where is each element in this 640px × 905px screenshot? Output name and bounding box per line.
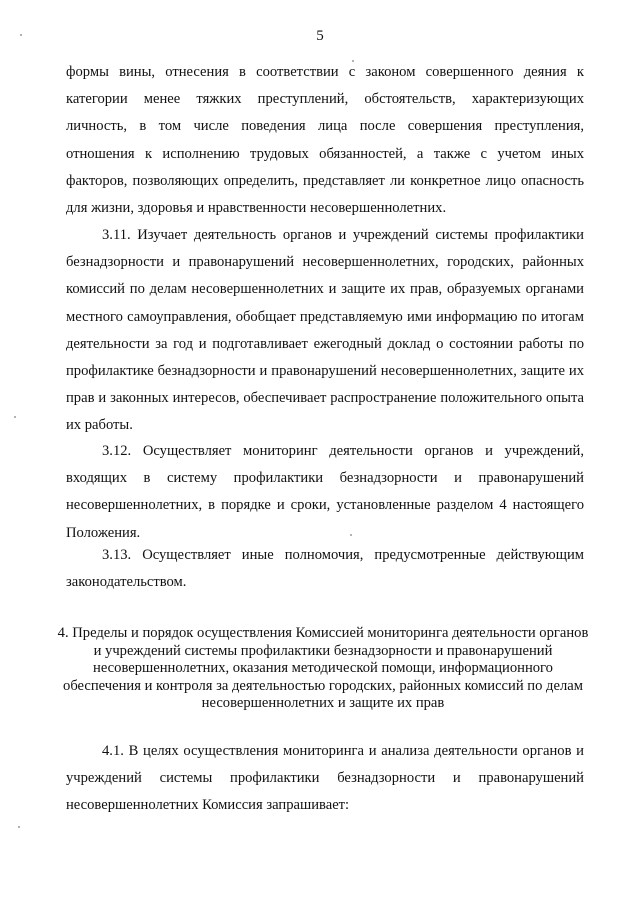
section-heading-text: 4. Пределы и порядок осуществления Комиссией мониторинга деятельности органов и учреждений системы профилактики безнадзорности и правонарушений несовершеннолетних, оказания методической помощи, информационного обеспечения и контроля за деятельностью городских, районных комиссий по делам несовершеннолетних и защите их прав — [57, 625, 589, 712]
scan-speck — [350, 534, 352, 536]
scan-speck — [18, 826, 20, 828]
paragraph-3-13 — [66, 542, 584, 596]
paragraph-4-1 — [66, 738, 584, 820]
scan-speck — [14, 416, 16, 418]
paragraph-text: 3.12. Осуществляет мониторинг деятельности органов и учреждений, входящих в систему профилактики безнадзорности и правонарушений несовершеннолетних, в порядке и сроки, установленные разделом 4 настоящего Положения. — [66, 443, 584, 541]
scan-speck — [20, 34, 22, 36]
paragraph-text: 3.11. Изучает деятельность органов и учреждений системы профилактики безнадзорности и правонарушений несовершеннолетних, городских, районных комиссий по делам несовершеннолетних и защите их прав, образуемых органами местного самоуправления, обобщает представляемую ими информацию по итогам деятельности за год и подготавливает ежегодный доклад о состоянии работы по профилактике безнадзорности и правонарушений несовершеннолетних, защите их прав и законных интересов, обеспечивает распространение положительного опыта их работы. — [66, 227, 584, 434]
paragraph-text: 3.13. Осуществляет иные полномочия, предусмотренные действующим законодательством. — [66, 547, 584, 591]
paragraph-text: формы вины, отнесения в соответствии с законом совершенного деяния к категории менее тяжких преступлений, обстоятельств, характеризующих личность, в том числе поведения лица после совершения преступления, отношения к исполнению трудовых обязанностей, а также с учетом иных факторов, позволяющих определить, представляет ли конкретное лицо опасность для жизни, здоровья и нравственности несовершеннолетних. — [66, 64, 584, 217]
page-number: 5 — [316, 28, 324, 44]
paragraph-continuation — [66, 59, 584, 222]
paragraph-3-12 — [66, 438, 584, 547]
paragraph-text: 4.1. В целях осуществления мониторинга и анализа деятельности органов и учреждений системы профилактики безнадзорности и правонарушений несовершеннолетних Комиссия запрашивает: — [66, 743, 584, 814]
section-heading — [56, 625, 590, 713]
scan-speck — [352, 60, 354, 62]
paragraph-3-11 — [66, 222, 584, 440]
